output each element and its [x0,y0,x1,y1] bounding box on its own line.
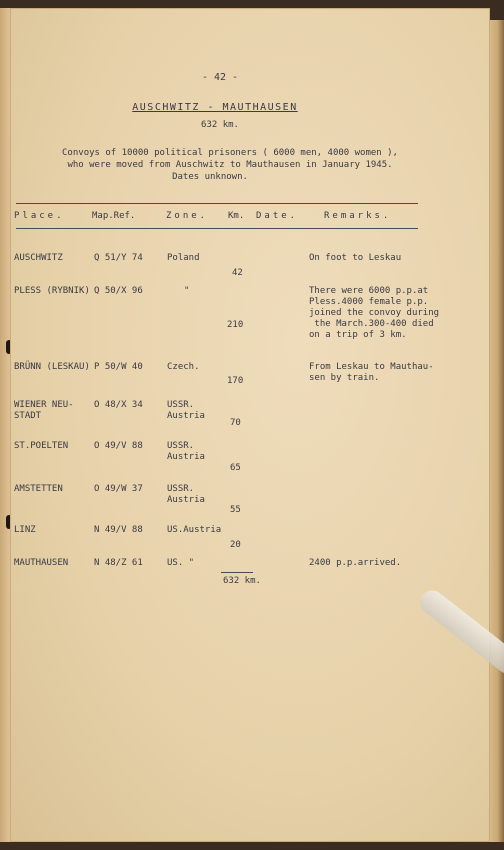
row-zone: Czech. [167,362,200,372]
row-place: PLESS (RYBNIK) [14,286,90,296]
row-mapref: O 49/V 88 [94,441,143,451]
row-remark: joined the convoy during [309,308,440,318]
header-place: Place. [14,211,65,221]
row-mapref: O 49/W 37 [94,484,143,494]
intro-line-1: Convoys of 10000 political prisoners ( 6000 men, 4000 women ), [62,148,398,158]
row-zone: US. " [167,558,195,568]
header-km: Km. [228,211,245,221]
header-rule-bottom [16,228,418,229]
row-place: AUSCHWITZ [14,253,63,263]
row-zone: USSR. [167,400,195,410]
km-segment: 170 [227,376,244,386]
km-segment: 70 [230,418,241,428]
row-zone-cont: Austria [167,452,205,462]
header-rule-top [16,203,418,204]
row-zone: US.Austria [167,525,222,535]
row-remark: From Leskau to Mauthau- [309,362,434,372]
row-mapref: N 49/V 88 [94,525,143,535]
document-title: AUSCHWITZ - MAUTHAUSEN [132,102,298,113]
row-mapref: O 48/X 34 [94,400,143,410]
row-zone-cont: Austria [167,411,205,421]
row-zone: USSR. [167,441,195,451]
row-mapref: Q 51/Y 74 [94,253,143,263]
page-stack-edge [488,20,504,842]
route-distance: 632 km. [201,120,239,130]
row-remark: 2400 p.p.arrived. [309,558,402,568]
row-mapref: N 48/Z 61 [94,558,143,568]
row-place: AMSTETTEN [14,484,63,494]
row-remark: the March.300-400 died [309,319,434,329]
document-page [10,8,490,842]
row-place: WIENER NEU- [14,400,74,410]
row-place: MAUTHAUSEN [14,558,69,568]
row-place: BRÜNN (LESKAU) [14,362,90,372]
total-distance: 632 km. [223,576,261,586]
km-segment: 42 [232,268,243,278]
row-remark: On foot to Leskau [309,253,402,263]
row-remark: There were 6000 p.p.at [309,286,429,296]
row-place: ST.POELTEN [14,441,69,451]
intro-line-2: who were moved from Auschwitz to Mauthausen in January 1945. [67,160,393,170]
row-mapref: Q 50/X 96 [94,286,143,296]
row-place: LINZ [14,525,36,535]
row-zone-cont: Austria [167,495,205,505]
row-remark: Pless.4000 female p.p. [309,297,429,307]
header-date: Date. [256,211,299,221]
km-segment: 210 [227,320,244,330]
header-remarks: Remarks. [324,211,392,221]
row-mapref: P 50/W 40 [94,362,143,372]
row-place-cont: STADT [14,411,42,421]
km-segment: 20 [230,540,241,550]
header-mapref: Map.Ref. [92,211,136,221]
row-zone: Poland [167,253,200,263]
row-remark: sen by train. [309,373,380,383]
row-zone: " [184,286,190,296]
row-remark: on a trip of 3 km. [309,330,407,340]
intro-line-3: Dates unknown. [172,172,248,182]
row-zone: USSR. [167,484,195,494]
total-rule [221,572,253,573]
header-zone: Zone. [166,211,209,221]
km-segment: 65 [230,463,241,473]
km-segment: 55 [230,505,241,515]
page-number: - 42 - [201,72,239,83]
